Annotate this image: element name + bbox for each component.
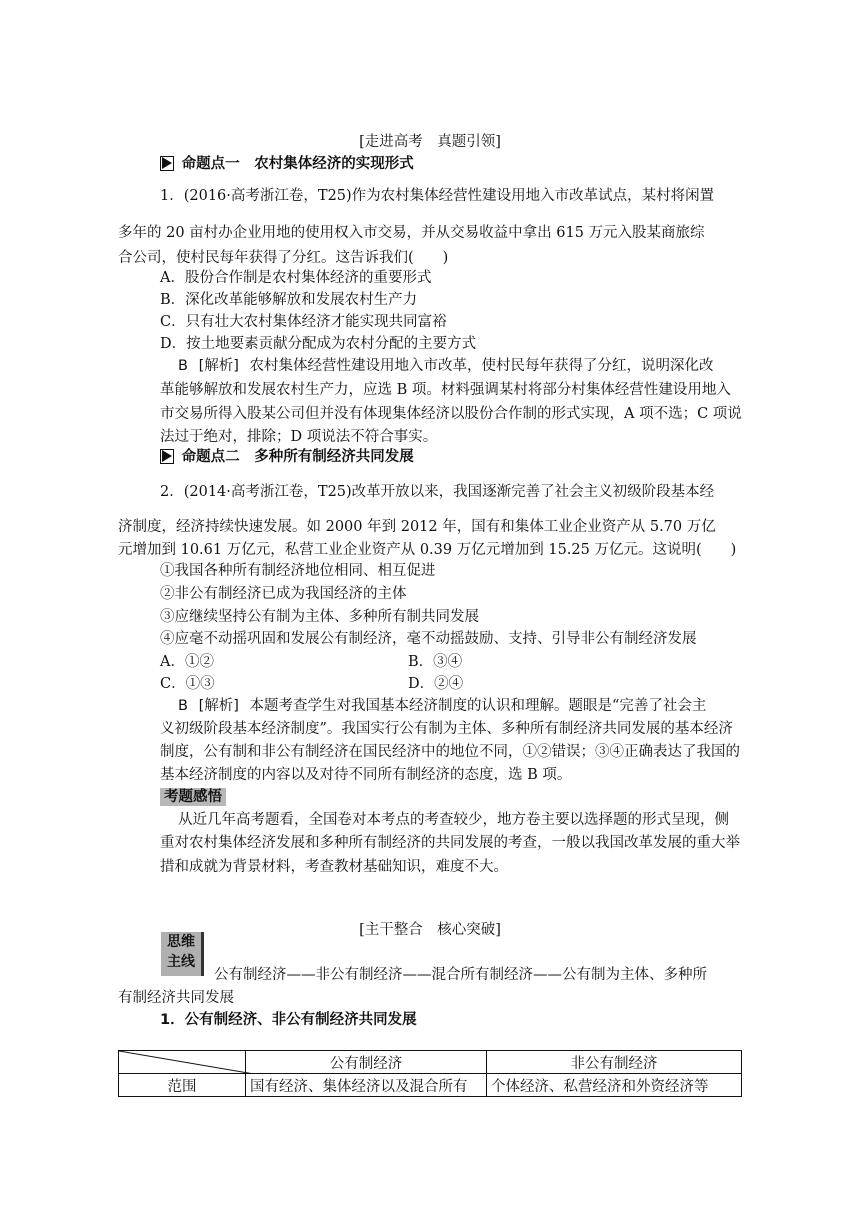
insight-line2: 重对农村集体经济发展和多种所有制经济的共同发展的考查，一般以我国改革发展的重大举 bbox=[160, 835, 740, 851]
insight-tag: 考题感悟 bbox=[160, 785, 226, 806]
table-header-public: 公有制经济 bbox=[246, 1051, 487, 1074]
q1-analysis-line2: 革能够解放和发展农村生产力，应选 B 项。材料强调某村将部分村集体经营性建设用地入 bbox=[160, 382, 731, 398]
thinking-line2: 有制经济共同发展 bbox=[118, 990, 234, 1006]
q1-option-b: B．深化改革能够解放和发展农村生产力 bbox=[160, 292, 418, 308]
diagonal-line bbox=[119, 1051, 254, 1074]
q2-analysis bbox=[178, 694, 706, 715]
q1-option-d: D．按土地要素贡献分配成为农村分配的主要方式 bbox=[160, 336, 477, 352]
play-triangle-icon bbox=[160, 449, 174, 464]
q2-option-d: D．②④ bbox=[408, 676, 464, 692]
table-corner-cell bbox=[119, 1051, 246, 1074]
q2-analysis-line2: 义初级阶段基本经济制度”。我国实行公有制为主体、多种所有制经济共同发展的基本经济 bbox=[160, 721, 733, 737]
q2-stem-line3: 元增加到 10.61 万亿元，私营工业企业资产从 0.39 万亿元增加到 15.25 万亿元。这说明( ) bbox=[118, 542, 737, 558]
q2-option-a: A．①② bbox=[160, 654, 214, 670]
q1-analysis-line1: 农村集体经营性建设用地入市改革，使村民每年获得了分红，说明深化改 bbox=[249, 358, 714, 374]
q1-analysis-line3: 市交易所得入股某公司但并没有体现集体经济以股份合作制的形式实现，A 项不选；C 项说 bbox=[160, 406, 742, 422]
q1-stem-line1: 1．(2016·高考浙江卷，T25)作为农村集体经营性建设用地入市改革试点，某村将闲置 bbox=[160, 188, 715, 204]
q2-analysis-line3: 制度，公有制和非公有制经济在国民经济中的地位不同，①②错误；③④正确表达了我国的 bbox=[160, 744, 740, 760]
table-row bbox=[119, 1074, 742, 1097]
q2-analysis-line1: 本题考查学生对我国基本经济制度的认识和理解。题眼是“完善了社会主 bbox=[249, 698, 707, 714]
table-header-row bbox=[119, 1051, 742, 1074]
q1-stem-line2: 多年的 20 亩村办企业用地的使用权入市交易，并从交易收益中拿出 615 万元入股某商旅综 bbox=[118, 225, 705, 241]
thinking-line1: 公有制经济——非公有制经济——混合所有制经济——公有制为主体、多种所 bbox=[214, 967, 707, 983]
section-header-exam: [走进高考 真题引领] bbox=[359, 134, 501, 150]
point-label: 命题点二 bbox=[181, 449, 240, 465]
q1-option-a: A．股份合作制是农村集体经济的重要形式 bbox=[160, 270, 432, 286]
q2-item-4: ④应毫不动摇巩固和发展公有制经济，毫不动摇鼓励、支持、引导非公有制经济发展 bbox=[160, 631, 697, 647]
q1-option-c: C．只有壮大农村集体经济才能实现共同富裕 bbox=[160, 314, 447, 330]
point-title: 农村集体经济的实现形式 bbox=[254, 156, 414, 172]
q2-stem-line1: 2．(2014·高考浙江卷，T25)改革开放以来，我国逐渐完善了社会主义初级阶段基本经 bbox=[160, 484, 715, 500]
insight-line1: 从近几年高考题看，全国卷对本考点的考查较少，地方卷主要以选择题的形式呈现，侧 bbox=[178, 812, 729, 828]
ownership-table bbox=[118, 1050, 742, 1097]
subheading-ownership: 1．公有制经济、非公有制经济共同发展 bbox=[160, 1012, 417, 1028]
point-title: 多种所有制经济共同发展 bbox=[254, 449, 414, 465]
q1-analysis bbox=[178, 354, 714, 375]
q1-analysis-line4: 法过于绝对，排除；D 项说法不符合事实。 bbox=[160, 429, 438, 445]
q1-answer: B bbox=[178, 358, 188, 374]
thinking-mainline-tag: 思维 主线 bbox=[161, 932, 204, 976]
q2-item-2: ②非公有制经济已成为我国经济的主体 bbox=[160, 586, 407, 602]
q2-option-c: C．①③ bbox=[160, 676, 215, 692]
q2-item-1: ①我国各种所有制经济地位相同、相互促进 bbox=[160, 563, 436, 579]
q2-analysis-line4: 基本经济制度的内容以及对待不同所有制经济的态度，选 B 项。 bbox=[160, 767, 572, 783]
point-heading-1 bbox=[160, 152, 414, 173]
q2-item-3: ③应继续坚持公有制为主体、多种所有制共同发展 bbox=[160, 609, 479, 625]
section-header-core: [主干整合 核心突破] bbox=[359, 922, 501, 938]
table-header-nonpublic: 非公有制经济 bbox=[487, 1051, 742, 1074]
point-label: 命题点一 bbox=[181, 156, 240, 172]
table-cell: 个体经济、私营经济和外资经济等 bbox=[487, 1074, 742, 1097]
q2-option-b: B．③④ bbox=[408, 654, 463, 670]
q2-answer: B bbox=[178, 698, 188, 714]
q1-analysis-tag: [解析] bbox=[198, 358, 239, 374]
q1-stem-line3: 合公司，使村民每年获得了分红。这告诉我们( ) bbox=[118, 250, 449, 266]
table-row-label: 范围 bbox=[119, 1074, 246, 1097]
q2-analysis-tag: [解析] bbox=[198, 698, 239, 714]
insight-line3: 措和成就为背景材料，考查教材基础知识，难度不大。 bbox=[160, 859, 508, 875]
q2-stem-line2: 济制度，经济持续快速发展。如 2000 年到 2012 年，国有和集体工业企业资产从 5.70 万亿 bbox=[118, 519, 716, 535]
table-cell: 国有经济、集体经济以及混合所有 bbox=[246, 1074, 487, 1097]
point-heading-2 bbox=[160, 445, 414, 466]
play-triangle-icon bbox=[160, 156, 174, 171]
